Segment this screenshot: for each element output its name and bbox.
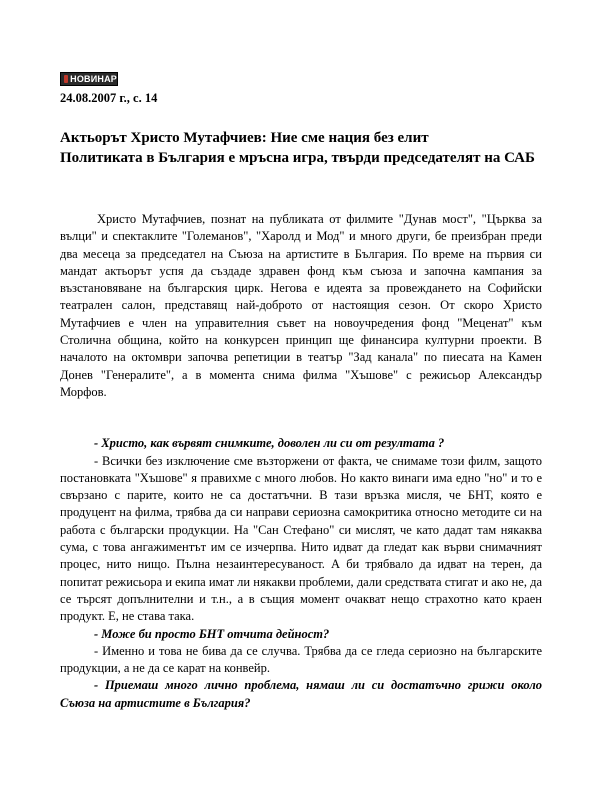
intro-paragraph: Христо Мутафчиев, познат на публиката от филмите "Дунав мост", "Църква за вълци" и спектаклите "Големанов", "Харолд и Мод" и много други, бе преизбран преди два месеца за председател на Съюза на артистите в България. По време на първия си мандат актьорът успя да създаде здравен фонд към съюза и започна кампания за възстановяване на българския цирк. Негова е идеята за провеждането на Софийски театрален салон, представящ най-доброто от настоящия сезон. От скоро Христо Мутафчиев е член на управителния съвет на новоучредения фонд "Меценат" към Столична община, който на конкурсен принцип ще финансира културни проекти. В началото на октомври започва репетиции в театър "Зад канала" по пиесата на Камен Донев "Генералите", а в момента снима филма "Хъшове" с режисьор Александър Морфов. <box>60 212 542 399</box>
question-3: - Приемаш много лично проблема, нямаш ли си достатъчно грижи около Съюза на артистите в България? <box>60 678 542 710</box>
logo-mark-icon <box>64 75 68 83</box>
date-line: 24.08.2007 г., с. 14 <box>60 91 158 105</box>
question-2: - Може би просто БНТ отчита дейност? <box>94 626 330 641</box>
answer-1: - Всички без изключение сме възторжени от факта, че снимаме този филм, защото постановката "Хъшове" я правихме с много любов. Но както винаги има едно "но" и то е свързано с парите, които не са достатъчни. В тази връзка мисля, че БНТ, която е продуцент на филма, трябва да си направи сериозна самокритика относно методите си на работа с български продукции. На "Сан Стефано" си мислят, че като дадат там някаква сума, с това ангажиментът им се изчерпва. Нито идват да гледат как върви снимачният процес, нито нищо. Пълна незаинтересуваност. А би трябвало да идват на терен, да попитат режисьора и екипа имат ли някакви проблеми, дали средствата стигат и ако не, да се търсят допълнителни и т.н., а в същия момент очакват нещо страхотно като краен продукт. Е, не става така. <box>60 453 542 624</box>
answer-2: - Именно и това не бива да се случва. Трябва да се гледа сериозно на българските продукции, а не да се карат на конвейр. <box>60 643 542 676</box>
newspaper-logo <box>60 72 118 86</box>
headline-line-1: Актьорът Христо Мутафчиев: Ние сме нация без елит <box>60 130 429 146</box>
paragraph-gap <box>60 401 542 418</box>
headline <box>60 128 542 168</box>
paragraph-gap <box>60 418 542 435</box>
question-1: - Христо, как вървят снимките, доволен ли си от резултата ? <box>94 436 445 451</box>
article-body <box>60 211 542 712</box>
logo-text: НОВИНАР <box>70 74 117 84</box>
headline-line-2: Политиката в България е мръсна игра, твърди председателят на САБ <box>60 150 535 166</box>
